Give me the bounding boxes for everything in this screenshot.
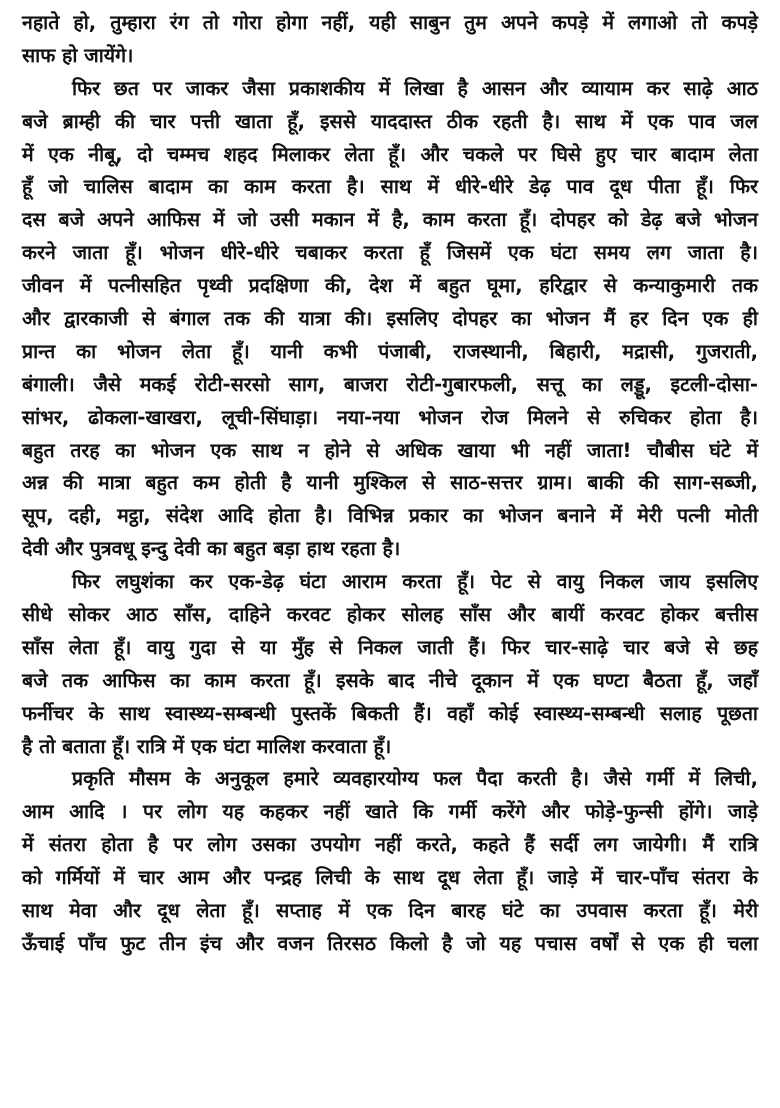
text-line: बजे तक आफिस का काम करता हूँ। इसके बाद नीचे दूकान में एक घण्टा बैठता हूँ, जहाँ (22, 668, 758, 692)
text-line: देवी और पुत्रवधू इन्दु देवी का बहुत बड़ा हाथ रहता है। (22, 537, 401, 561)
text-line: प्रकृति मौसम के अनुकूल हमारे व्यवहारयोग्य फल पैदा करती है। जैसे गर्मी में लिची, (72, 767, 758, 791)
text-line: बहुत तरह का भोजन एक साथ न होने से अधिक खाया भी नहीं जाता! चौबीस घंटे में (22, 438, 758, 462)
text-line: फिर छत पर जाकर जैसा प्रकाशकीय में लिखा है आसन और व्यायाम कर साढ़े आठ (72, 76, 758, 100)
text-line: साफ हो जायेंगे। (22, 43, 134, 67)
text-line: हूँ जो चालिस बादाम का काम करता है। साथ में धीरे-धीरे डेढ़ पाव दूध पीता हूँ। फिर (22, 175, 758, 199)
text-line: सूप, दही, मट्ठा, संदेश आदि होता है। विभिन्न प्रकार का भोजन बनाने में मेरी पत्नी मोती (22, 504, 758, 528)
text-line: फर्नीचर के साथ स्वास्थ्य-सम्बन्धी पुस्तकें बिकती हैं। वहाँ कोई स्वास्थ्य-सम्बन्धी सलाह पूछता (22, 701, 758, 725)
text-line: में एक नीबू, दो चम्मच शहद मिलाकर लेता हूँ। और चकले पर घिसे हुए चार बादाम लेता (22, 142, 758, 166)
text-line: बंगाली। जैसे मकई रोटी-सरसो साग, बाजरा रोटी-गुबारफली, सत्तू का लड्डू, इटली-दोसा- (22, 372, 758, 396)
text-line: आम आदि । पर लोग यह कहकर नहीं खाते कि गर्मी करेंगे और फोड़े-फुन्सी होंगे। जाड़े (22, 800, 758, 824)
paragraph-4 (22, 763, 758, 960)
text-line: और द्वारकाजी से बंगाल तक की यात्रा की। इसलिए दोपहर का भोजन मैं हर दिन एक ही (22, 307, 758, 331)
text-line: नहाते हो, तुम्हारा रंग तो गोरा होगा नहीं, यही साबुन तुम अपने कपड़े में लगाओ तो कपड़े (22, 11, 758, 34)
text-line: में संतरा होता है पर लोग उसका उपयोग नहीं करते, कहते हैं सर्दी लग जायेगी। मैं रात्रि (22, 833, 758, 857)
text-line: है तो बताता हूँ। रात्रि में एक घंटा मालिश करवाता हूँ। (22, 734, 392, 758)
text-line: प्रान्त का भोजन लेता हूँ। यानी कभी पंजाबी, राजस्थानी, बिहारी, मद्रासी, गुजराती, (22, 339, 758, 363)
text-line: दस बजे अपने आफिस में जो उसी मकान में है, काम करता हूँ। दोपहर को डेढ़ बजे भोजन (22, 208, 758, 232)
text-line: बजे ब्राम्ही की चार पत्ती खाता हूँ, इससे याददास्त ठीक रहती है। साथ में एक पाव जल (22, 109, 758, 133)
paragraph-2 (22, 73, 758, 566)
paragraph-3 (22, 566, 758, 763)
text-line: को गर्मियों में चार आम और पन्द्रह लिची के साथ दूध लेता हूँ। जाड़े में चार-पाँच संतरा के (22, 866, 758, 890)
text-line: साथ मेवा और दूध लेता हूँ। सप्ताह में एक दिन बारह घंटे का उपवास करता हूँ। मेरी (22, 899, 758, 923)
text-line: फिर लघुशंका कर एक-डेढ़ घंटा आराम करता हूँ। पेट से वायु निकल जाय इसलिए (72, 570, 758, 594)
text-line: सीधे सोकर आठ साँस, दाहिने करवट होकर सोलह साँस और बायीं करवट होकर बत्तीस (22, 603, 758, 627)
paragraph-1 (22, 7, 758, 73)
text-line: साँस लेता हूँ। वायु गुदा से या मुँह से निकल जाती हैं। फिर चार-साढ़े चार बजे से छह (22, 635, 758, 659)
text-line: ऊँचाई पाँच फुट तीन इंच और वजन तिरसठ किलो है जो यह पचास वर्षों से एक ही चला (22, 931, 758, 955)
text-line: अन्न की मात्रा बहुत कम होती है यानी मुश्किल से साठ-सत्तर ग्राम। बाकी की साग-सब्जी, (22, 471, 758, 495)
text-line: सांभर, ढोकला-खाखरा, लूची-सिंघाड़ा। नया-नया भोजन रोज मिलने से रुचिकर होता है। (22, 405, 758, 429)
text-line: जीवन में पत्नीसहित पृथ्वी प्रदक्षिणा की, देश में बहुत घूमा, हरिद्वार से कन्याकुमारी तक (22, 274, 758, 298)
text-line: करने जाता हूँ। भोजन धीरे-धीरे चबाकर करता हूँ जिसमें एक घंटा समय लग जाता है। (22, 241, 758, 265)
